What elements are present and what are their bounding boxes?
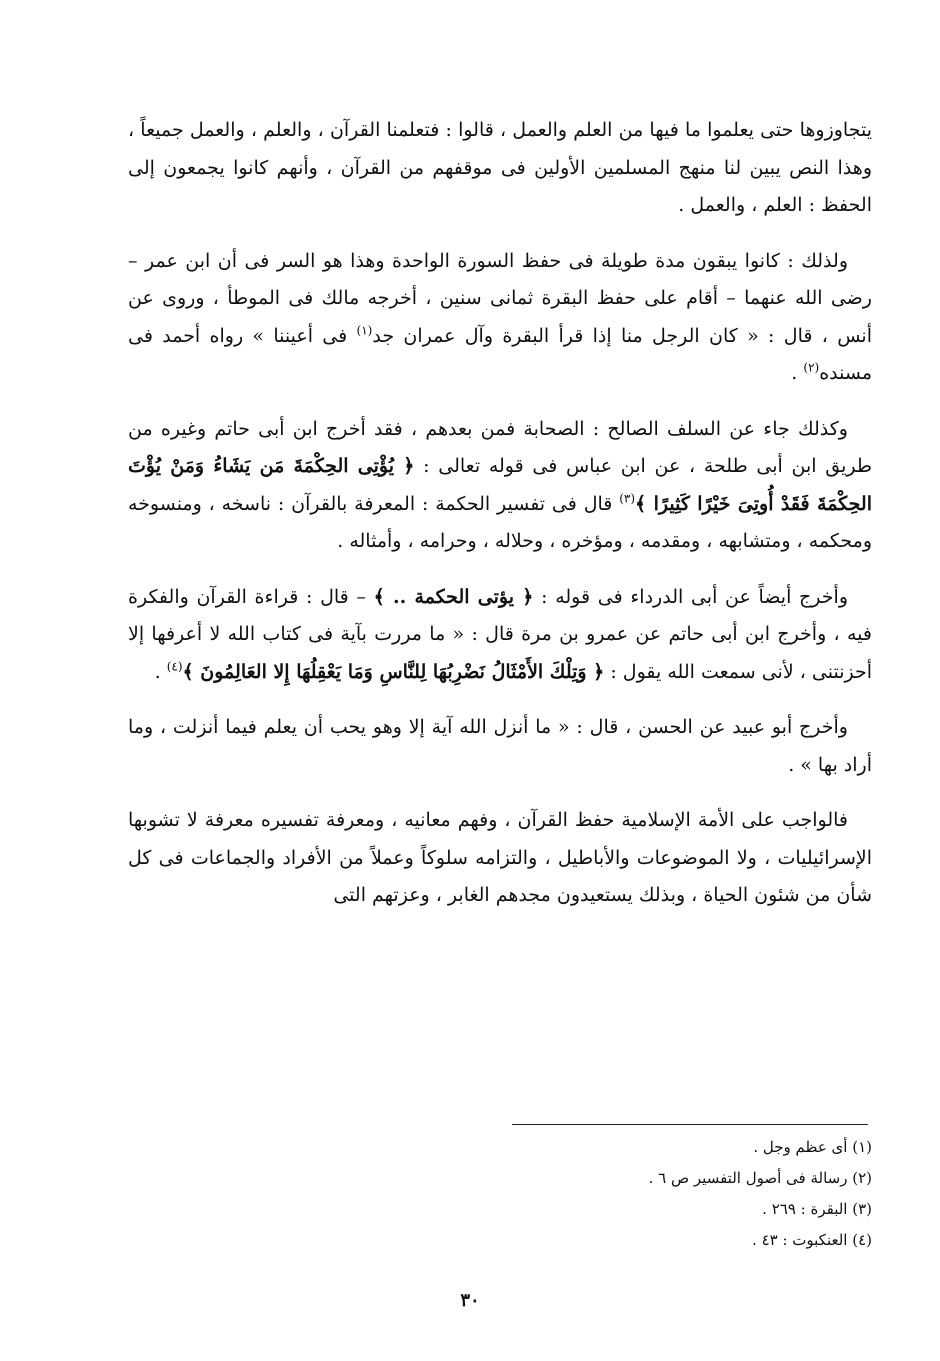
paragraph-6 (128, 802, 872, 915)
main-text (128, 112, 872, 933)
paragraph-2 (128, 243, 872, 393)
paragraph-1-text: يتجاوزوها حتى يعلموا ما فيها من العلم والعمل ، قالوا : فتعلمنا القرآن ، والعلم ، والعمل جميعاً ، وهذا النص يبين لنا منهج المسلمين الأولين فى موقفهم من القرآن ، وأنهم كانوا يجمعون إلى الحفظ : العلم ، والعمل . (128, 119, 872, 216)
footnotes (400, 1132, 872, 1256)
quran-verse-2: ﴿ يؤتى الحكمة .. ﴾ (373, 585, 534, 608)
quran-verse-3: ﴿ وَتِلْكَ الأَمْثَالُ نَضْرِبُهَا لِلنَّاسِ وَمَا يَعْقِلُهَا إِلا العَالِمُونَ ﴾ (182, 660, 605, 683)
footnote-ref-3: (٣) (619, 491, 636, 506)
paragraph-3-text: وكذلك جاء عن السلف الصالح : الصحابة فمن بعدهم ، فقد أخرج ابن أبى حاتم وغيره من طريق ابن أبى طلحة ، عن ابن عباس فى قوله تعالى : (128, 417, 872, 477)
paragraph-4-end: . (154, 660, 167, 683)
paragraph-5 (128, 709, 872, 784)
quran-verse-1: ﴿ يُؤْتِى الحِكْمَةَ مَن يَشَاءُ وَمَنْ يُؤْتَ الحِكْمَةَ فَقَدْ أُوتِىَ خَيْرًا كَثِيرًا ﴾ (128, 455, 873, 515)
footnote-ref-1: (١) (356, 323, 373, 338)
paragraph-5-text: وأخرج أبو عبيد عن الحسن ، قال : « ما أنزل الله آية إلا وهو يحب أن يعلم فيما أنزلت ، وما أراد بها » . (128, 716, 872, 776)
footnote-ref-4: (٤) (166, 659, 183, 674)
paragraph-3-tail: قال فى تفسير الحكمة : المعرفة بالقرآن : ناسخه ، ومنسوخه ومحكمه ، ومتشابهه ، ومقدمه ، ومؤخره ، وحلاله ، وحرامه ، وأمثاله . (128, 492, 872, 552)
paragraph-2-text: ولذلك : كانوا يبقون مدة طويلة فى حفظ السورة الواحدة وهذا هو السر فى أن ابن عمر – رضى الله عنهما – أقام على حفظ البقرة ثمانى سنين ، أخرجه مالك فى الموطأ ، وروى عن أنس ، قال : « كان الرجل منا إذا قرأ البقرة وآل عمران جد (128, 249, 872, 347)
footnote-ref-2: (٢) (803, 360, 820, 375)
paragraph-1 (128, 112, 872, 225)
paragraph-4 (128, 579, 872, 692)
footnote-separator (512, 1124, 868, 1125)
paragraph-2-end: . (791, 362, 804, 384)
paragraph-3 (128, 411, 872, 561)
footnote-2: (٢) رسالة فى أصول التفسير ص ٦ . (648, 1169, 872, 1187)
paragraph-2-tail: فى أعيننا » رواه أحمد فى مسنده (128, 324, 872, 384)
footnote-4: (٤) العنكبوت : ٤٣ . (752, 1231, 872, 1249)
footnote-3: (٣) البقرة : ٢٦٩ . (762, 1200, 872, 1218)
paragraph-4-text: وأخرج أيضاً عن أبى الدرداء فى قوله : (541, 585, 848, 608)
paragraph-6-text: فالواجب على الأمة الإسلامية حفظ القرآن ، وفهم معانيه ، ومعرفة تفسيره معرفة لا تشوبها الإسرائيليات ، ولا الموضوعات والأباطيل ، والتزامه سلوكاً وعملاً من الأفراد والجماعات فى كل شأن من شئون الحياة ، وبذلك يستعيدون مجدهم الغابر ، وعزتهم التى (128, 809, 872, 906)
footnote-1: (١) أى عظم وجل . (753, 1138, 872, 1156)
page-number: ٣٠ (460, 1290, 480, 1311)
paragraph-4-mid: – قال : قراءة القرآن والفكرة فيه ، وأخرج ابن أبى حاتم عن عمرو بن مرة قال : « ما مررت بآية فى كتاب الله لا أعرفها إلا أحزنتنى ، لأنى سمعت الله يقول : (128, 585, 872, 683)
